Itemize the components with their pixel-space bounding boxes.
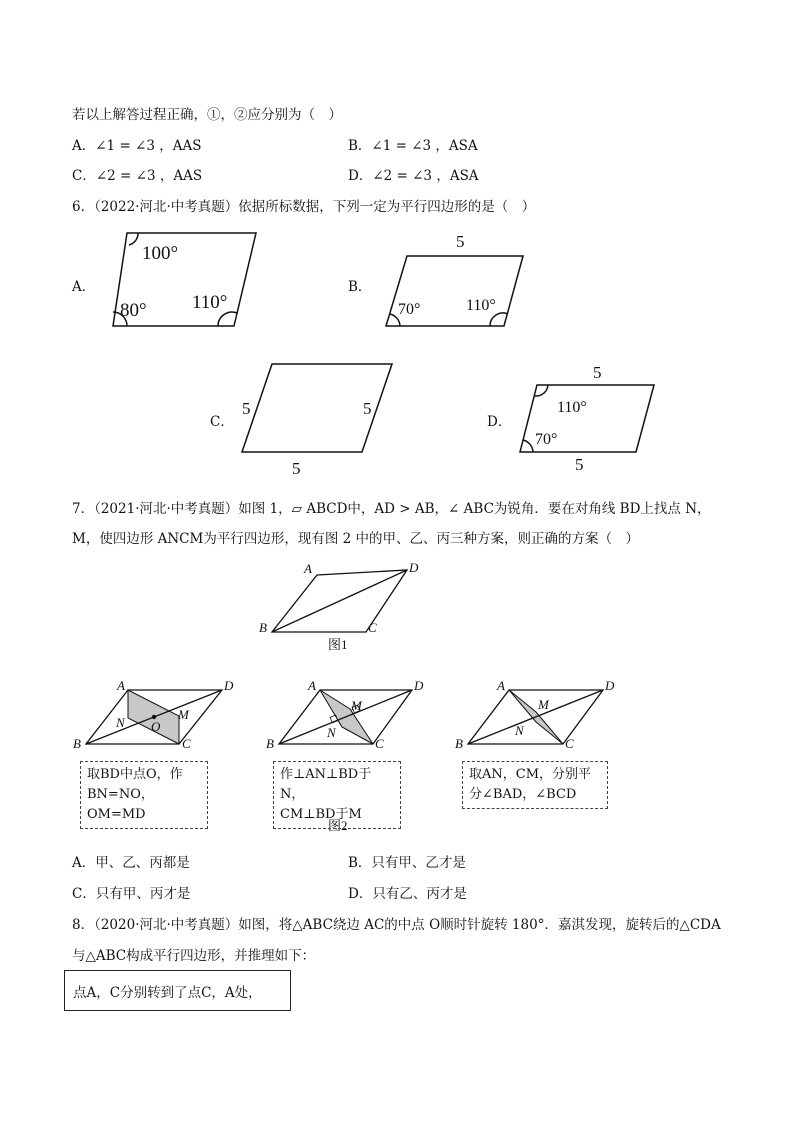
figure-label: A <box>497 678 505 693</box>
figure-label: D <box>605 678 615 693</box>
q6-label-d[interactable]: D． <box>487 414 512 430</box>
figure-label: D <box>224 678 234 693</box>
fig1-point-b: B <box>259 620 267 635</box>
option-letter: A． <box>72 138 96 154</box>
fig-b-angle-right: 110° <box>466 297 496 314</box>
q6-label-c[interactable]: C． <box>210 414 234 430</box>
figure-label: C <box>375 736 384 751</box>
scheme-3-box: 取AN，CM，分别平 分∠BAD，∠BCD <box>462 761 608 809</box>
q8-reasoning-box <box>64 970 291 1011</box>
q6-label-a[interactable]: A． <box>72 279 96 295</box>
option-text: ∠2 = ∠3 ，AAS <box>95 168 203 184</box>
fig-a-angle-left: 80° <box>120 300 147 321</box>
q7-option-b[interactable] <box>348 851 466 871</box>
q7-stem-line2: M，使四边形 ANCM为平行四边形，现有图 2 中的甲、乙、丙三种方案，则正确的方案（ ） <box>72 531 639 547</box>
figure-label: D <box>414 678 424 693</box>
fig-c-right-side: 5 <box>363 399 372 418</box>
figure-label: B <box>455 736 463 751</box>
figure-label: A <box>117 678 125 693</box>
fig-c-bottom-side: 5 <box>292 459 301 478</box>
figure-label: M <box>351 698 362 713</box>
q7-option-a[interactable] <box>72 851 190 871</box>
fig1-point-d: D <box>409 560 419 575</box>
q7-option-d[interactable] <box>348 882 467 902</box>
q8-box-text: 点A，C分别转到了点C，A处， <box>73 985 262 1001</box>
fig-b-top-side: 5 <box>456 232 465 251</box>
option-text: ∠1 = ∠3 ，AAS <box>95 138 202 154</box>
option-letter: B． <box>348 138 372 154</box>
q8-stem-line1: 8．（2020·河北·中考真题）如图，将△ABC绕边 AC的中点 O顺时针旋转 180°．嘉淇发现，旋转后的△CDA <box>72 917 721 933</box>
fig-a-angle-top: 100° <box>142 243 179 264</box>
figure-label: B <box>266 736 274 751</box>
option-letter: B． <box>348 855 372 871</box>
fig1-point-a: A <box>304 561 312 576</box>
fig-d-bottom-side: 5 <box>575 455 584 474</box>
figure-label: C <box>182 736 191 751</box>
option-text: ∠1 = ∠3 ，ASA <box>371 138 478 154</box>
q7-scheme-3-figure <box>468 690 603 744</box>
q7-scheme-2-figure <box>279 690 412 744</box>
figure-label: N <box>116 715 125 730</box>
figure-label: B <box>73 736 81 751</box>
scheme-2-box: 作⊥AN⊥BD于N， CM⊥BD于M <box>273 761 401 829</box>
option-text: ∠2 = ∠3 ，ASA <box>372 168 479 184</box>
option-text: 只有甲、丙才是 <box>95 886 191 902</box>
figure-label: A <box>308 678 316 693</box>
option-text: 甲、乙、丙都是 <box>95 855 190 871</box>
fig-c-left-side: 5 <box>242 399 251 418</box>
fig-b-angle-left: 70° <box>398 301 421 318</box>
q7-option-c[interactable] <box>72 882 190 902</box>
fig-a-angle-right: 110° <box>192 292 228 313</box>
fig2-caption: 图2 <box>328 818 348 833</box>
q6-label-b[interactable]: B． <box>348 279 372 295</box>
fig1-point-c: C <box>368 620 377 635</box>
option-letter: C． <box>72 168 96 184</box>
option-letter: A． <box>72 855 96 871</box>
option-text: 只有乙、丙才是 <box>372 886 467 902</box>
q7-figure-1 <box>272 570 407 632</box>
figure-label: N <box>515 723 524 738</box>
q6-stem: 6．（2022·河北·中考真题）依据所标数据，下列一定为平行四边形的是（ ） <box>72 199 536 215</box>
fig-d-angle-bottom: 70° <box>535 431 558 448</box>
q5-stem: 若以上解答过程正确，①，②应分别为（ ） <box>72 107 342 123</box>
q7-stem-line1: 7．（2021·河北·中考真题）如图 1，▱ ABCD中，AD > AB，∠ ABC为锐角．要在对角线 BD上找点 N， <box>72 501 711 517</box>
figure-label: O <box>151 719 161 734</box>
fig1-caption: 图1 <box>328 637 348 652</box>
fig-d-top-side: 5 <box>593 363 602 382</box>
figure-label: M <box>538 697 549 712</box>
scheme-1-box: 取BD中点O，作 BN=NO，OM=MD <box>80 761 208 829</box>
q7-scheme-1-figure <box>86 690 222 744</box>
option-letter: D． <box>348 886 373 902</box>
figure-label: C <box>565 736 574 751</box>
option-text: 只有甲、乙才是 <box>371 855 466 871</box>
option-letter: C． <box>72 886 96 902</box>
figure-label: N <box>327 725 336 740</box>
q8-stem-line2: 与△ABC构成平行四边形，并推理如下： <box>72 948 316 964</box>
figure-label: M <box>178 707 189 722</box>
fig-d-angle-top: 110° <box>557 399 587 416</box>
option-letter: D． <box>348 168 373 184</box>
